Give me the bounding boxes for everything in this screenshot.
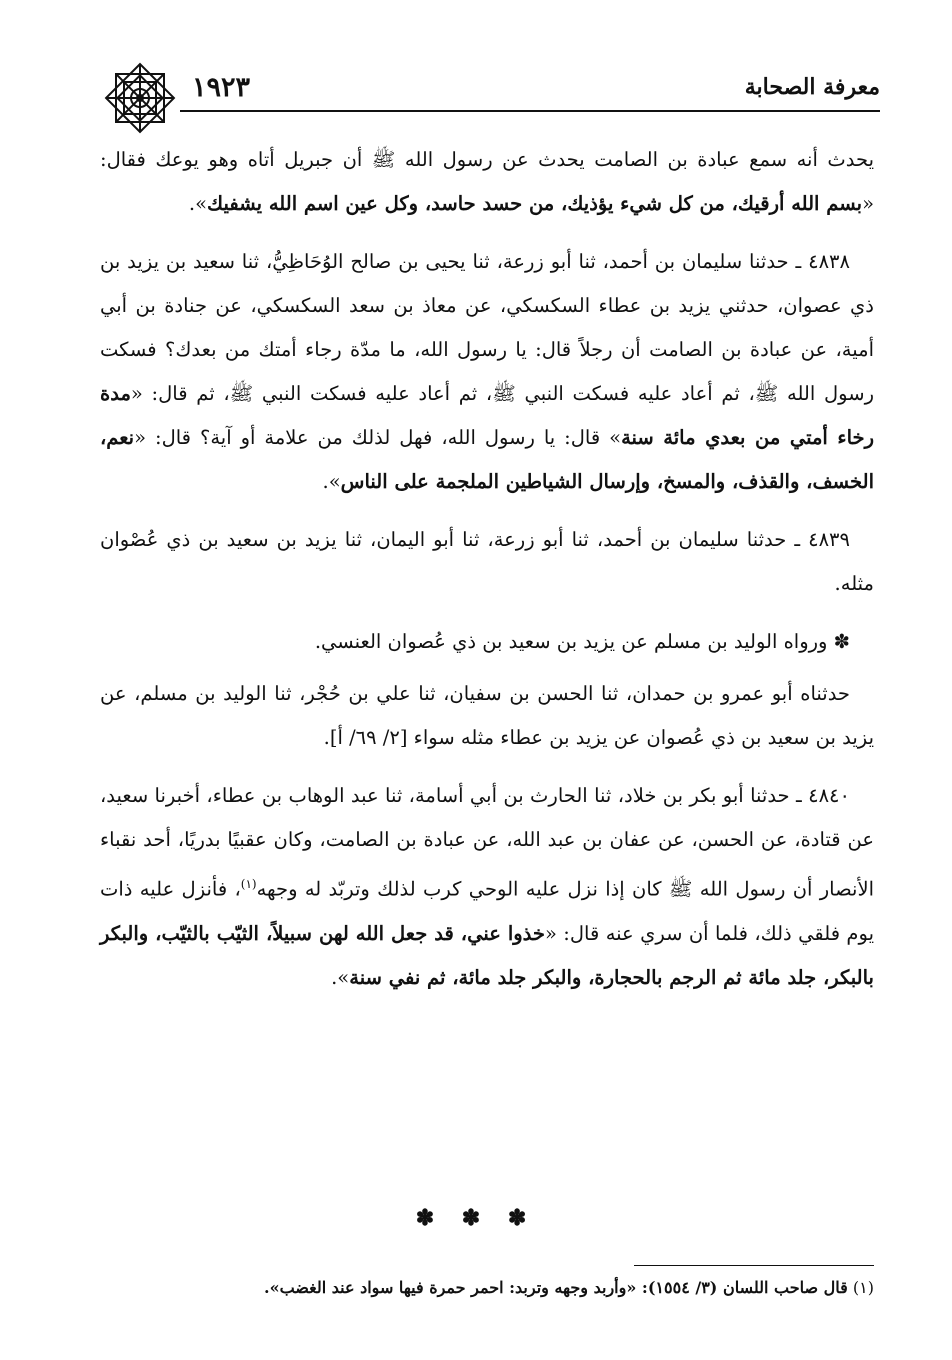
- hadith-4839: ٤٨٣٩ ـ حدثنا سليمان بن أحمد، ثنا أبو زرعة، ثنا أبو اليمان، ثنا يزيد بن سعيد بن ذي عُصْوان مثله.: [100, 528, 874, 595]
- text-run: ».: [322, 470, 341, 493]
- page-number: ١٩٢٣: [192, 72, 251, 103]
- header-rule: [180, 110, 880, 112]
- paragraph-continuation: [100, 138, 874, 226]
- footnote-text: قال صاحب اللسان (٣/ ١٥٥٤): «وأربد وجهه وتربد: احمر حمرة فيها سواد عند الغضب».: [264, 1278, 848, 1297]
- hadith-quote: مدة رخاء أمتي من بعدي مائة سنة: [100, 382, 874, 449]
- text-run: يحدث أنه سمع عبادة بن الصامت يحدث عن رسول الله ﷺ أن جبريل أتاه وهو يوعك فقال: «: [100, 148, 874, 215]
- octagram-ornament-icon: [100, 58, 180, 138]
- text-run: ».: [188, 192, 208, 215]
- text-run: » قال: يا رسول الله، فهل لذلك من علامة أو آية؟ قال: «: [134, 426, 622, 449]
- hadith-quote: نعم، الخسف، والقذف، والمسخ، وإرسال الشياطين الملجمة على الناس: [100, 426, 874, 493]
- hadith-quote: بسم الله أرقيك، من كل شيء يؤذيك، من حسد حاسد، وكل عين اسم الله يشفيك: [207, 192, 863, 215]
- running-title: معرفة الصحابة: [744, 74, 880, 100]
- footnote: [100, 1275, 874, 1301]
- text-run: ».: [331, 965, 350, 989]
- main-text: [100, 138, 874, 1014]
- footnote-rule: [634, 1265, 874, 1266]
- hadith-quote: خذوا عني، قد جعل الله لهن سبيلاً، الثيّب بالثيّب، والبكر بالبكر، جلد مائة ثم الرجم بالحجارة، والبكر جلد مائة، ثم نفي سنة: [100, 921, 874, 989]
- text-run: ٤٨٤٠ ـ حدثنا أبو بكر بن خلاد، ثنا الحارث بن أبي أسامة، ثنا عبد الوهاب بن عطاء، أخبرنا سعيد، عن قتادة، عن الحسن، عن عفان بن عبد الله، عن عبادة بن الصامت، وكان عقبيًا بدريًا، أحد نقباء الأنصار أن رسول الله ﷺ كان إذا نزل عليه الوحي كرب لذلك وتربّد له وجهه: [100, 784, 874, 901]
- chain-paragraph: حدثناه أبو عمرو بن حمدان، ثنا الحسن بن سفيان، ثنا علي بن حُجْر، ثنا الوليد بن مسلم، عن يزيد بن سعيد بن ذي عُصوان عن يزيد بن عطاء مثله سواء [٢/ ٦٩/ أ].: [100, 682, 874, 749]
- running-header: [100, 58, 880, 138]
- hadith-4840: [100, 774, 874, 1000]
- footnote-marker: (١): [852, 1278, 874, 1297]
- text-run: ٤٨٣٨ ـ حدثنا سليمان بن أحمد، ثنا أبو زرعة، ثنا يحيى بن صالح الوُحَاظِيُّ، ثنا سعيد بن يزيد بن ذي عصوان، حدثني يزيد بن عطاء السكسكي، عن معاذ بن سعد السكسكي، عن جنادة بن أبي أمية، عن عبادة بن الصامت أن رجلاً قال: يا رسول الله، ما مدّة رجاء أمتك من بعدك؟ فسكت رسول الله ﷺ، ثم أعاد عليه فسكت النبي ﷺ، ثم أعاد عليه فسكت النبي ﷺ، ثم قال: «: [100, 250, 874, 405]
- text-run: ، فأنزل عليه ذات يوم فلقي ذلك، فلما أن سري عنه قال: «: [100, 877, 874, 945]
- hadith-4838: [100, 240, 874, 504]
- narration-note: ✽ ورواه الوليد بن مسلم عن يزيد بن سعيد بن ذي عُصوان العنسي.: [314, 630, 850, 653]
- section-separator: ✽ ✽ ✽: [415, 1205, 537, 1231]
- footnote-reference[interactable]: (١): [240, 877, 257, 891]
